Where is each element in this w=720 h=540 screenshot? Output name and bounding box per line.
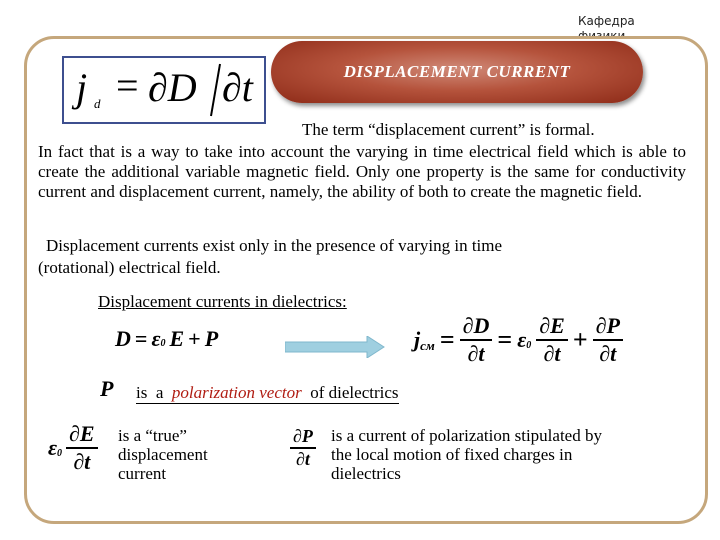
polarization-current-line2: the local motion of fixed charges in [331, 445, 573, 464]
true-current-epsilon-sub: 0 [57, 447, 63, 459]
slide-title: DISPLACEMENT CURRENT [343, 62, 571, 81]
paragraph1-body: In fact that is a way to take into account the varying in time electrical field which is able to create the additional variable magnetic field. Only one property is the same for conductivity current and displacement current, namely, the ability of both to create the magnetic field. [38, 142, 686, 201]
fraction-polarization-current [290, 426, 316, 470]
polarization-current-line3: dielectrics [331, 464, 401, 483]
arrow-icon [285, 336, 385, 358]
formula-j: j [76, 65, 88, 110]
formula-j-sub: см [420, 338, 435, 353]
fraction-dd-dt [460, 313, 493, 367]
true-current-line1: is a “true” [118, 426, 187, 445]
paragraph1-first-line: The term “displacement current” is formal. [302, 120, 595, 139]
formula-d-symbol: D [115, 326, 131, 351]
polarization-current-num: ∂P [290, 426, 316, 449]
polarization-symbol: P [100, 376, 114, 401]
title-banner [271, 41, 643, 103]
formula-j-epsilon-sub: 0 [526, 339, 532, 351]
formula-d-e: E [169, 326, 185, 351]
fraction-dd-den: ∂t [467, 341, 485, 366]
formula-j-plus: + [572, 325, 588, 354]
formula-j-epsilon: ε [517, 327, 527, 352]
polarization-current-line1: is a current of polarization stipulated by [331, 426, 602, 445]
formula-j-relation [414, 310, 623, 370]
paragraph2-line2: (rotational) electrical field. [38, 258, 221, 277]
department-label: Кафедра [578, 14, 635, 28]
true-current-line3: current [118, 464, 167, 483]
true-current-description [118, 426, 208, 483]
fraction-true-current [66, 421, 98, 475]
formula-dt: ∂t [222, 65, 253, 110]
polarization-current-den: ∂t [295, 449, 310, 469]
formula-d-p: P [204, 326, 219, 351]
formula-dD: ∂D [148, 65, 197, 110]
formula-equals: = [116, 63, 139, 108]
formula-j-subscript: d [94, 96, 101, 111]
true-current-epsilon: ε [48, 435, 58, 460]
true-current-formula [48, 420, 98, 476]
formula-d-equals: = [134, 326, 148, 351]
main-formula-box [62, 56, 266, 124]
formula-d-relation [115, 326, 218, 352]
fraction-dd-num: ∂D [460, 313, 493, 341]
polarization-is-a: is a [136, 383, 168, 402]
true-current-line2: displacement [118, 445, 208, 464]
formula-d-plus: + [188, 326, 201, 351]
formula-d-epsilon-sub: 0 [160, 338, 166, 349]
fraction-dp-num: ∂P [593, 313, 623, 341]
fraction-de-num: ∂E [536, 313, 568, 341]
polarization-rest: of dielectrics [306, 383, 399, 402]
fraction-dp-den: ∂t [599, 341, 617, 366]
true-current-num: ∂E [66, 421, 98, 449]
dielectrics-heading: Displacement currents in dielectrics: [98, 292, 347, 311]
formula-d-epsilon: ε [151, 326, 161, 351]
fraction-dp-dt [593, 313, 623, 367]
true-current-den: ∂t [73, 449, 91, 474]
formula-j-eq2: = [497, 325, 513, 354]
polarization-current-formula [290, 420, 316, 476]
formula-j-symbol: j [414, 327, 421, 352]
fraction-de-den: ∂t [543, 341, 561, 366]
formula-j-eq1: = [439, 325, 455, 354]
polarization-vector-label: polarization vector [167, 383, 306, 402]
polarization-line [136, 383, 399, 404]
paragraph2-line1: Displacement currents exist only in the presence of varying in time [46, 236, 503, 255]
polarization-current-description [331, 426, 602, 483]
fraction-de-dt [536, 313, 568, 367]
